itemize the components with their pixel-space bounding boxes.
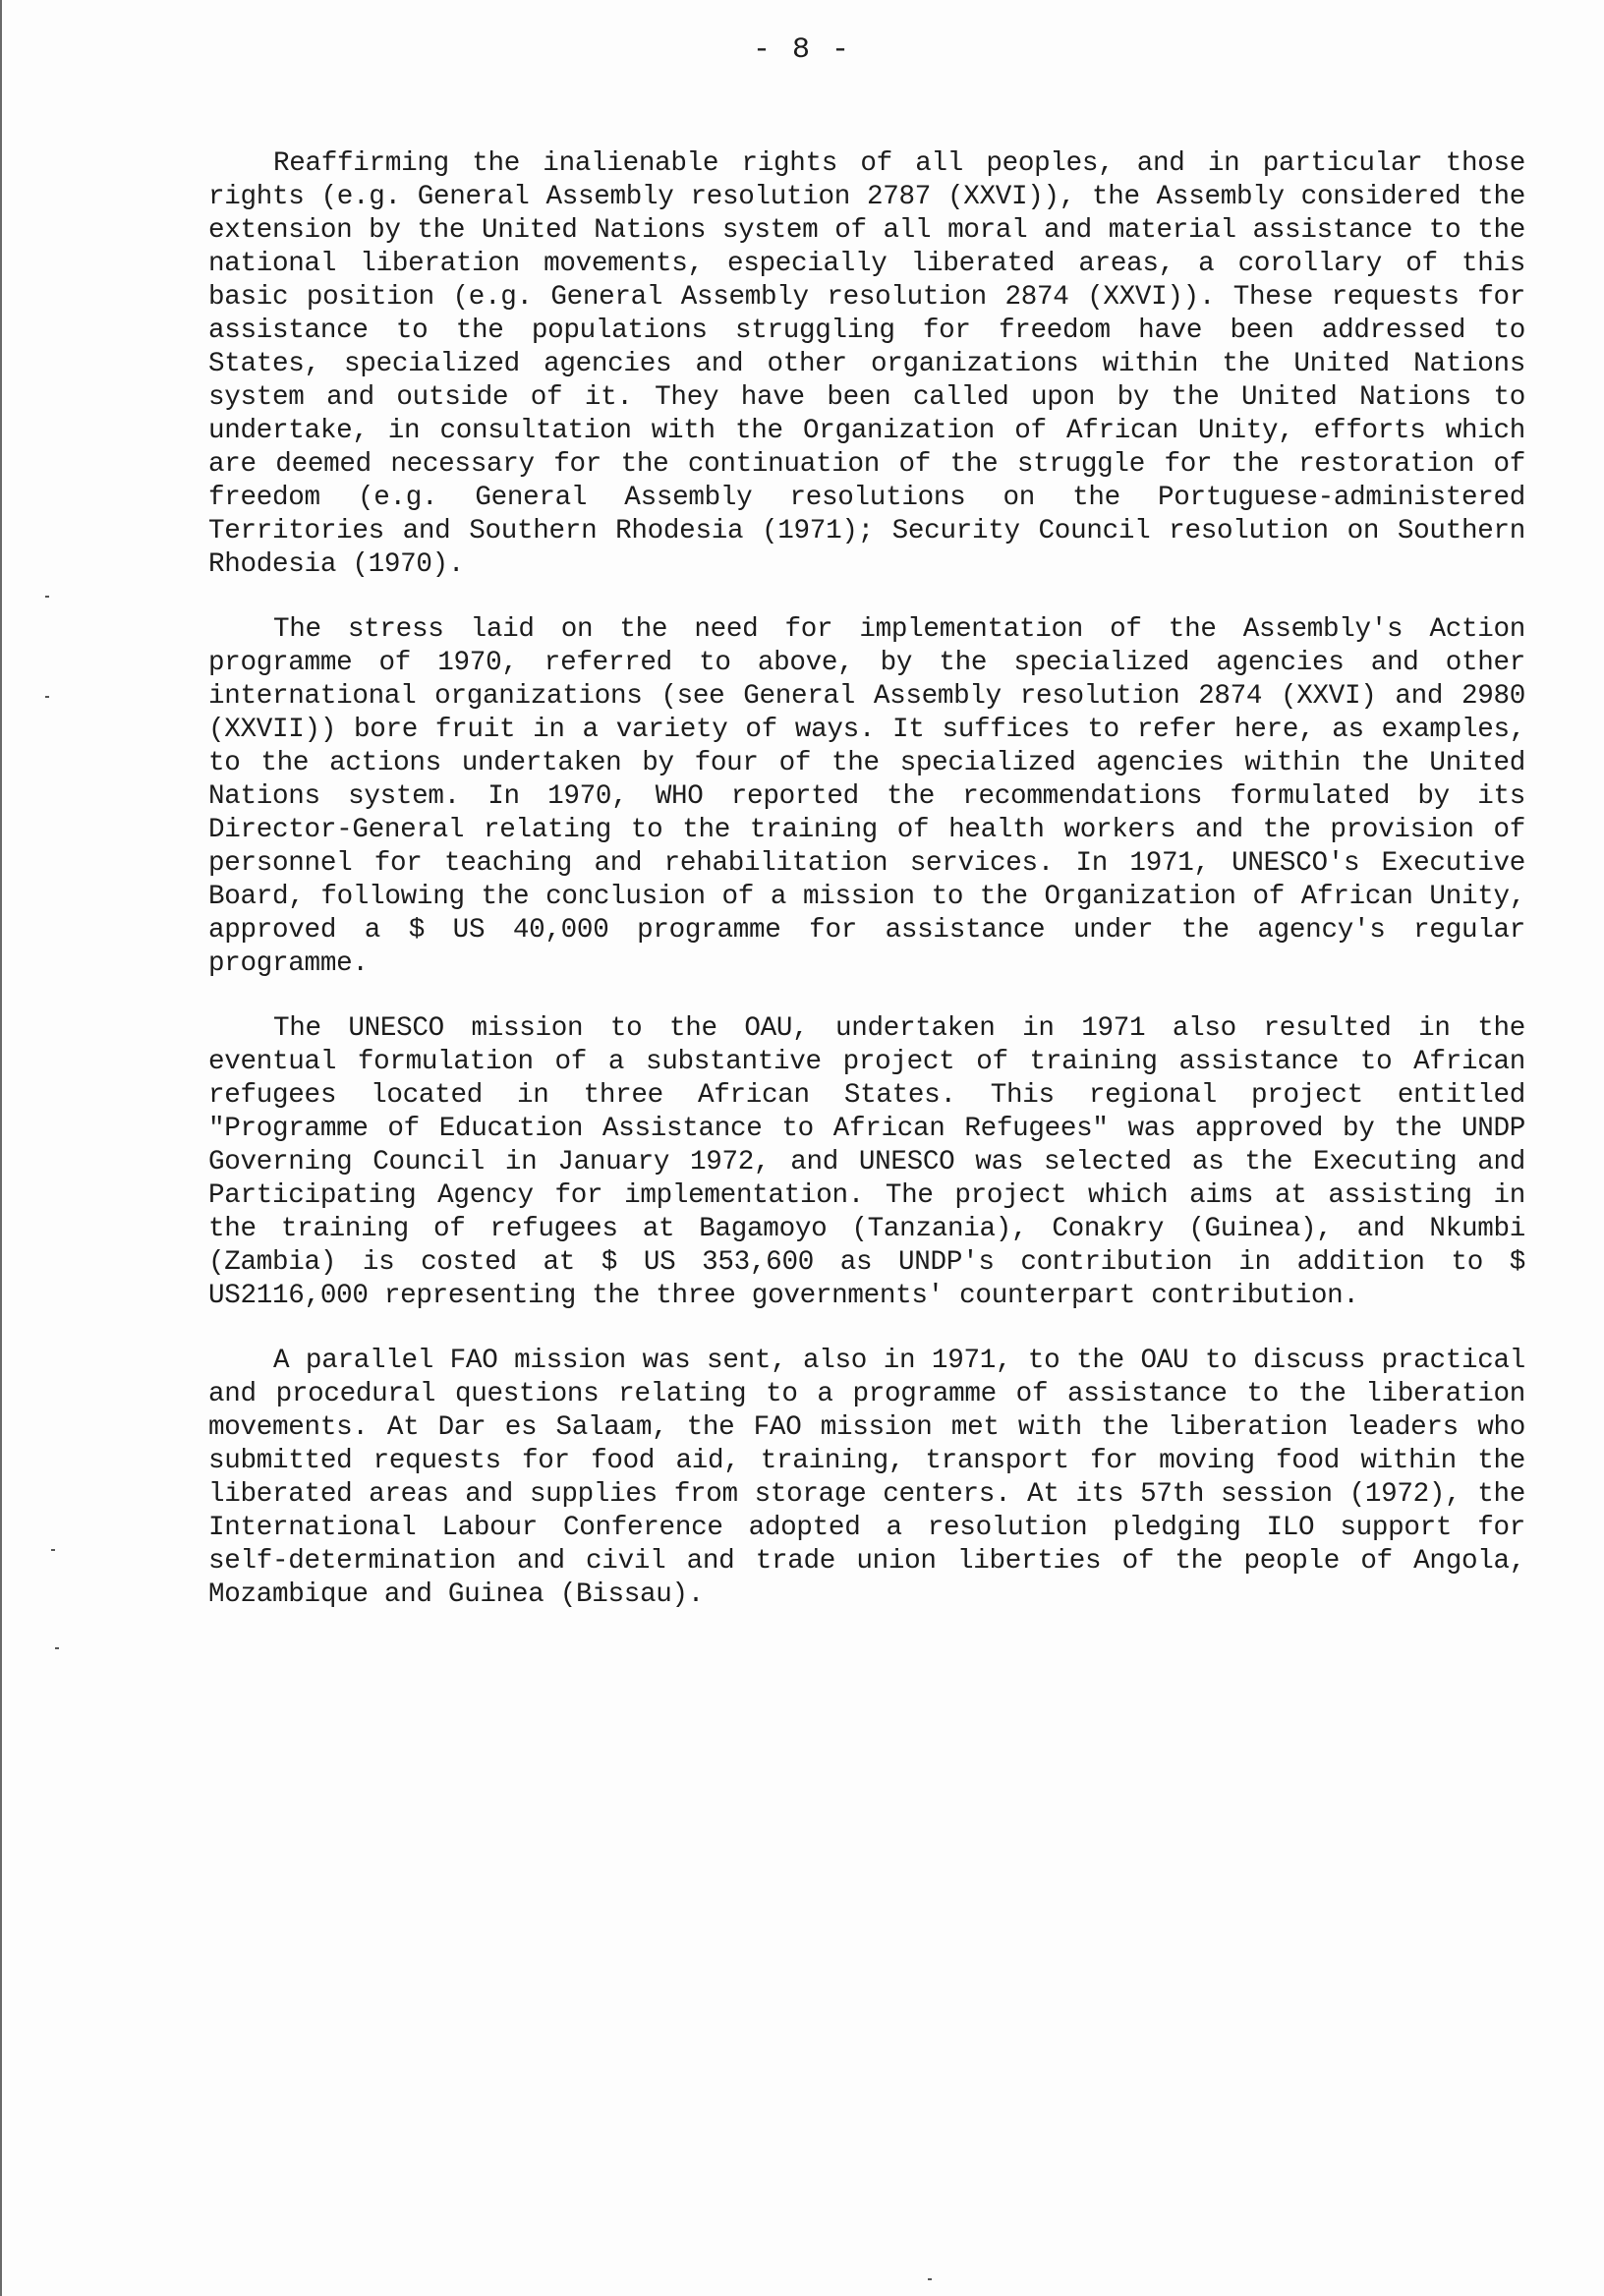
page-number: - 8 - (752, 33, 851, 67)
scan-speck (55, 1647, 59, 1649)
document-body (208, 147, 1525, 1643)
scan-speck (51, 1549, 55, 1551)
scan-speck (45, 596, 49, 598)
scan-speck (928, 2278, 932, 2280)
scan-speck (45, 696, 49, 698)
paragraph-unesco-mission: The UNESCO mission to the OAU, undertaken in 1971 also resulted in the eventual formulation of a substantive project of training assistance to African refugees located in three African States. This regional project entitled "Programme of Education Assistance to African Refugees" was approved by the UNDP Governing Council in January 1972, and UNESCO was selected as the Executing and Participating Agency for implementation. The project which aims at assisting in the training of refugees at Bagamoyo (Tanzania), Conakry (Guinea), and Nkumbi (Zambia) is costed at $ US 353,600 as UNDP's contribution in addition to $ US2116,000 representing the three governments' counterpart contribution. (208, 1013, 1525, 1311)
paragraph-reaffirming-rights: Reaffirming the inalienable rights of all peoples, and in particular those rights (e.g. General Assembly resolution 2787 (XXVI)), the Assembly considered the extension by the United Nations system of all moral and material assistance to the national liberation movements, especially liberated areas, a corollary of this basic position (e.g. General Assembly resolution 2874 (XXVI)). These requests for assistance to the populations struggling for freedom have been addressed to States, specialized agencies and other organizations within the United Nations system and outside of it. They have been called upon by the United Nations to undertake, in consultation with the Organization of African Unity, efforts which are deemed necessary for the continuation of the struggle for the restoration of freedom (e.g. General Assembly resolutions on the Portuguese-administered Territories and Southern Rhodesia (1971); Security Council resolution on Southern Rhodesia (1970). (208, 148, 1525, 580)
paragraph-fao-mission: A parallel FAO mission was sent, also in 1971, to the OAU to discuss practical and procedural questions relating to a programme of assistance to the liberation movements. At Dar es Salaam, the FAO mission met with the liberation leaders who submitted requests for food aid, training, transport for moving food within the liberated areas and supplies from storage centers. At its 57th session (1972), the International Labour Conference adopted a resolution pledging ILO support for self-determination and civil and trade union liberties of the people of Angola, Mozambique and Guinea (Bissau). (208, 1346, 1525, 1610)
page-left-edge (0, 0, 2, 2296)
paragraph-action-programme: The stress laid on the need for implementation of the Assembly's Action programme of 1970, referred to above, by the specialized agencies and other international organizations (see General Assembly resolution 2874 (XXVI) and 2980 (XXVII)) bore fruit in a variety of ways. It suffices to refer here, as examples, to the actions undertaken by four of the specialized agencies within the United Nations system. In 1970, WHO reported the recommendations formulated by its Director-General relating to the training of health workers and the provision of personnel for teaching and rehabilitation services. In 1971, UNESCO's Executive Board, following the conclusion of a mission to the Organization of African Unity, approved a $ US 40,000 programme for assistance under the agency's regular programme. (208, 614, 1525, 979)
